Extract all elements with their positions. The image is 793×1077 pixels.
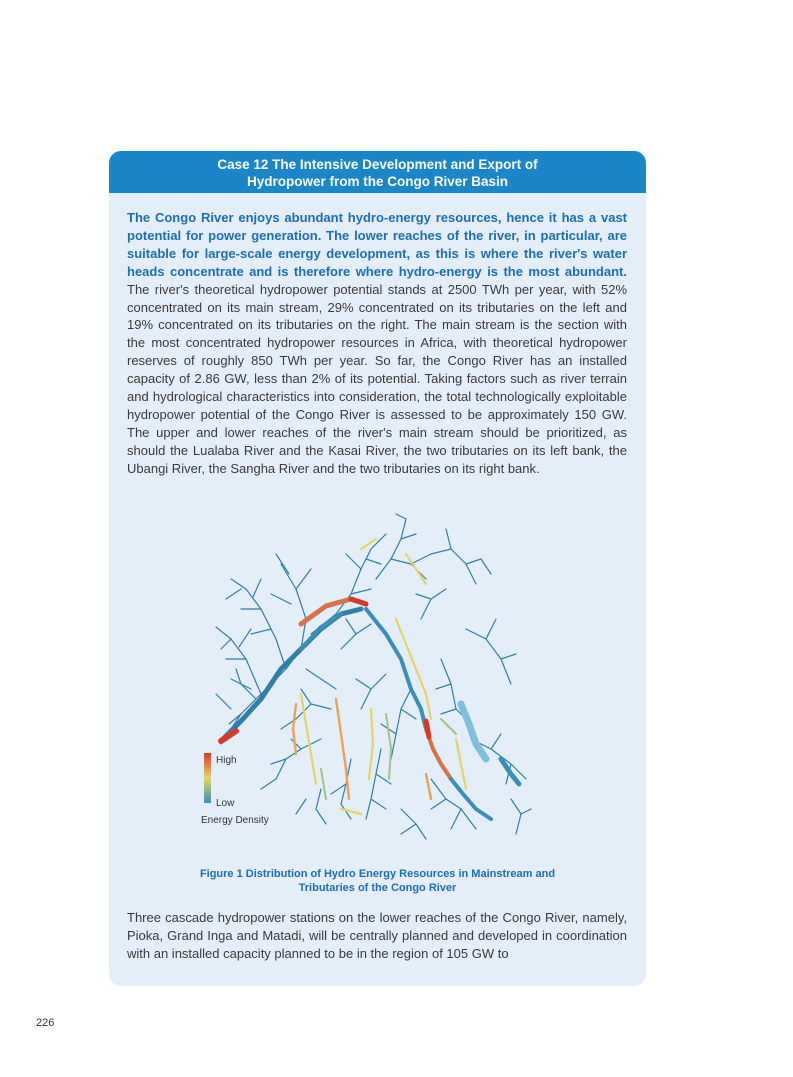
intro-paragraph xyxy=(127,209,627,478)
legend-high-label: High xyxy=(216,755,237,766)
legend-colorbar xyxy=(204,753,211,803)
legend-title: Energy Density xyxy=(201,815,269,826)
case-title-line2: Hydropower from the Congo River Basin xyxy=(246,174,509,189)
figure-caption-line2: Tributaries of the Congo River xyxy=(298,882,457,894)
page-number: 226 xyxy=(36,1017,55,1029)
intro-body: The river's theoretical hydropower potential stands at 2500 TWh per year, with 52% concentrated on its main stream, 29% concentrated on its tributaries on the left and 19% concentrated on its tributaries on the right. The main stream is the section with the most concentrated hydropower resources in Africa, with theoretical hydropower reserves of roughly 850 TWh per year. So far, the Congo River has an installed capacity of 2.86 GW, less than 2% of its potential. Taking factors such as river terrain and hydrological characteristics into consideration, the total technologically exploitable hydropower potential of the Congo River is assessed to be approximately 150 GW. The upper and lower reaches of the river's main stream should be prioritized, as should the Lualaba River and the Kasai River, the two tributaries on its left bank, the Ubangi River, the Sangha River and the two tributaries on its right bank. xyxy=(127,281,627,476)
case-box xyxy=(109,151,646,986)
tributary-network xyxy=(216,514,531,839)
continuation-paragraph: Three cascade hydropower stations on the lower reaches of the Congo River, namely, Pioka, Grand Inga and Matadi, will be centrally planned and developed in coordination with an installed capacity planned to be in the region of 105 GW to xyxy=(127,910,627,961)
case-title-line1: Case 12 The Intensive Development and Export of xyxy=(217,157,538,172)
intro-lead: The Congo River enjoys abundant hydro-energy resources, hence it has a vast potential for power generation. The lower reaches of the river, in particular, are suitable for large-scale energy development, as this is where the river's water heads concentrate and is therefore where hydro-energy is the most abundant. xyxy=(127,210,627,279)
congo-river-map xyxy=(201,509,546,859)
case-header xyxy=(109,151,646,193)
figure-caption-line1: Figure 1 Distribution of Hydro Energy Resources in Mainstream and xyxy=(199,868,556,880)
figure-caption xyxy=(109,867,646,895)
legend-low-label: Low xyxy=(216,798,235,809)
